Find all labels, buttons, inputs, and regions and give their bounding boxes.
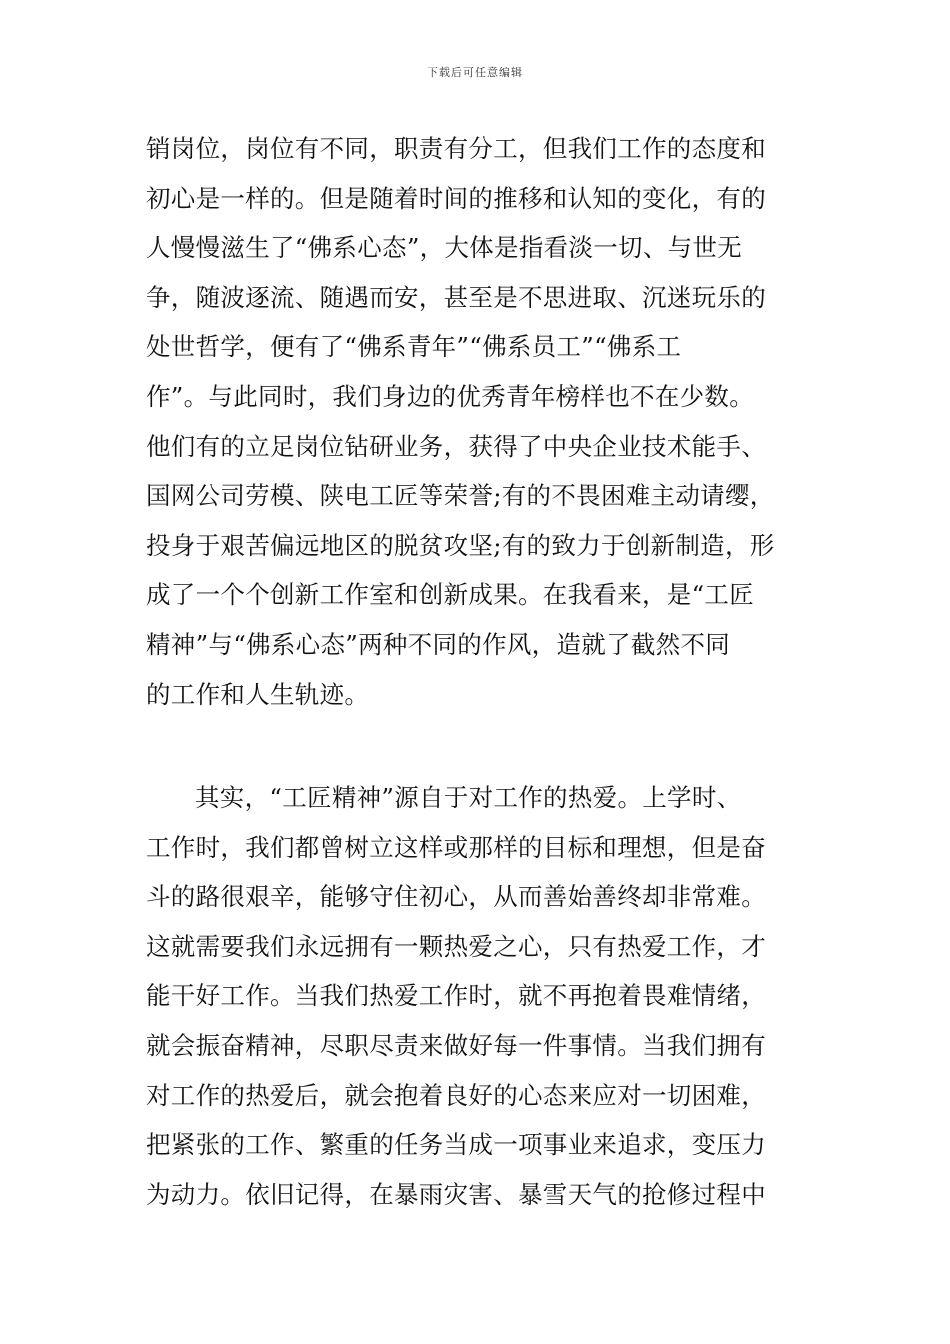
- text-line: 人慢慢滋生了“佛系心态”，大体是指看淡一切、与世无: [146, 233, 743, 263]
- text-line: 处世哲学，便有了“佛系青年”“佛系员工”“佛系工: [146, 332, 682, 362]
- text-line: 工作时，我们都曾树立这样或那样的目标和理想，但是奋: [146, 832, 766, 862]
- text-line: 投身于艰苦偏远地区的脱贫攻坚;有的致力于创新制造，形: [146, 530, 775, 560]
- text-line: 斗的路很艰辛，能够守住初心，从而善始善终却非常难。: [146, 882, 766, 912]
- header-note: 下载后可任意编辑: [427, 66, 523, 79]
- text-line: 把紧张的工作、繁重的任务当成一项事业来追求，变压力: [146, 1130, 766, 1160]
- paragraph-1: [146, 124, 810, 719]
- text-line: 作”。与此同时，我们身边的优秀青年榜样也不在少数。: [146, 381, 755, 411]
- text-line: 争，随波逐流、随遇而安，甚至是不思进取、沉迷玩乐的: [146, 282, 766, 312]
- text-line: 成了一个个创新工作室和创新成果。在我看来，是“工匠: [146, 580, 755, 610]
- text-line: 销岗位，岗位有不同，职责有分工，但我们工作的态度和: [146, 134, 766, 163]
- text-line: 他们有的立足岗位钻研业务，获得了中央企业技术能手、: [146, 431, 766, 461]
- text-line: 的工作和人生轨迹。: [146, 679, 370, 709]
- text-line: 就会振奋精神，尽职尽责来做好每一件事情。当我们拥有: [146, 1030, 766, 1060]
- text-line: 其实，“工匠精神”源自于对工作的热爱。上学时、: [195, 783, 742, 812]
- text-line: 初心是一样的。但是随着时间的推移和认知的变化，有的: [146, 183, 766, 213]
- text-line: 对工作的热爱后，就会抱着良好的心态来应对一切困难，: [146, 1080, 766, 1110]
- text-line: 这就需要我们永远拥有一颗热爱之心，只有热爱工作，才: [146, 931, 766, 961]
- text-line: 能干好工作。当我们热爱工作时，就不再抱着畏难情绪，: [146, 981, 766, 1011]
- text-line: 为动力。依旧记得，在暴雨灾害、暴雪天气的抢修过程中: [146, 1179, 766, 1209]
- text-line: 国网公司劳模、陕电工匠等荣誉;有的不畏困难主动请缨，: [146, 481, 775, 511]
- text-line: 精神”与“佛系心态”两种不同的作风，造就了截然不同: [146, 629, 731, 659]
- paragraph-2: [146, 773, 810, 1219]
